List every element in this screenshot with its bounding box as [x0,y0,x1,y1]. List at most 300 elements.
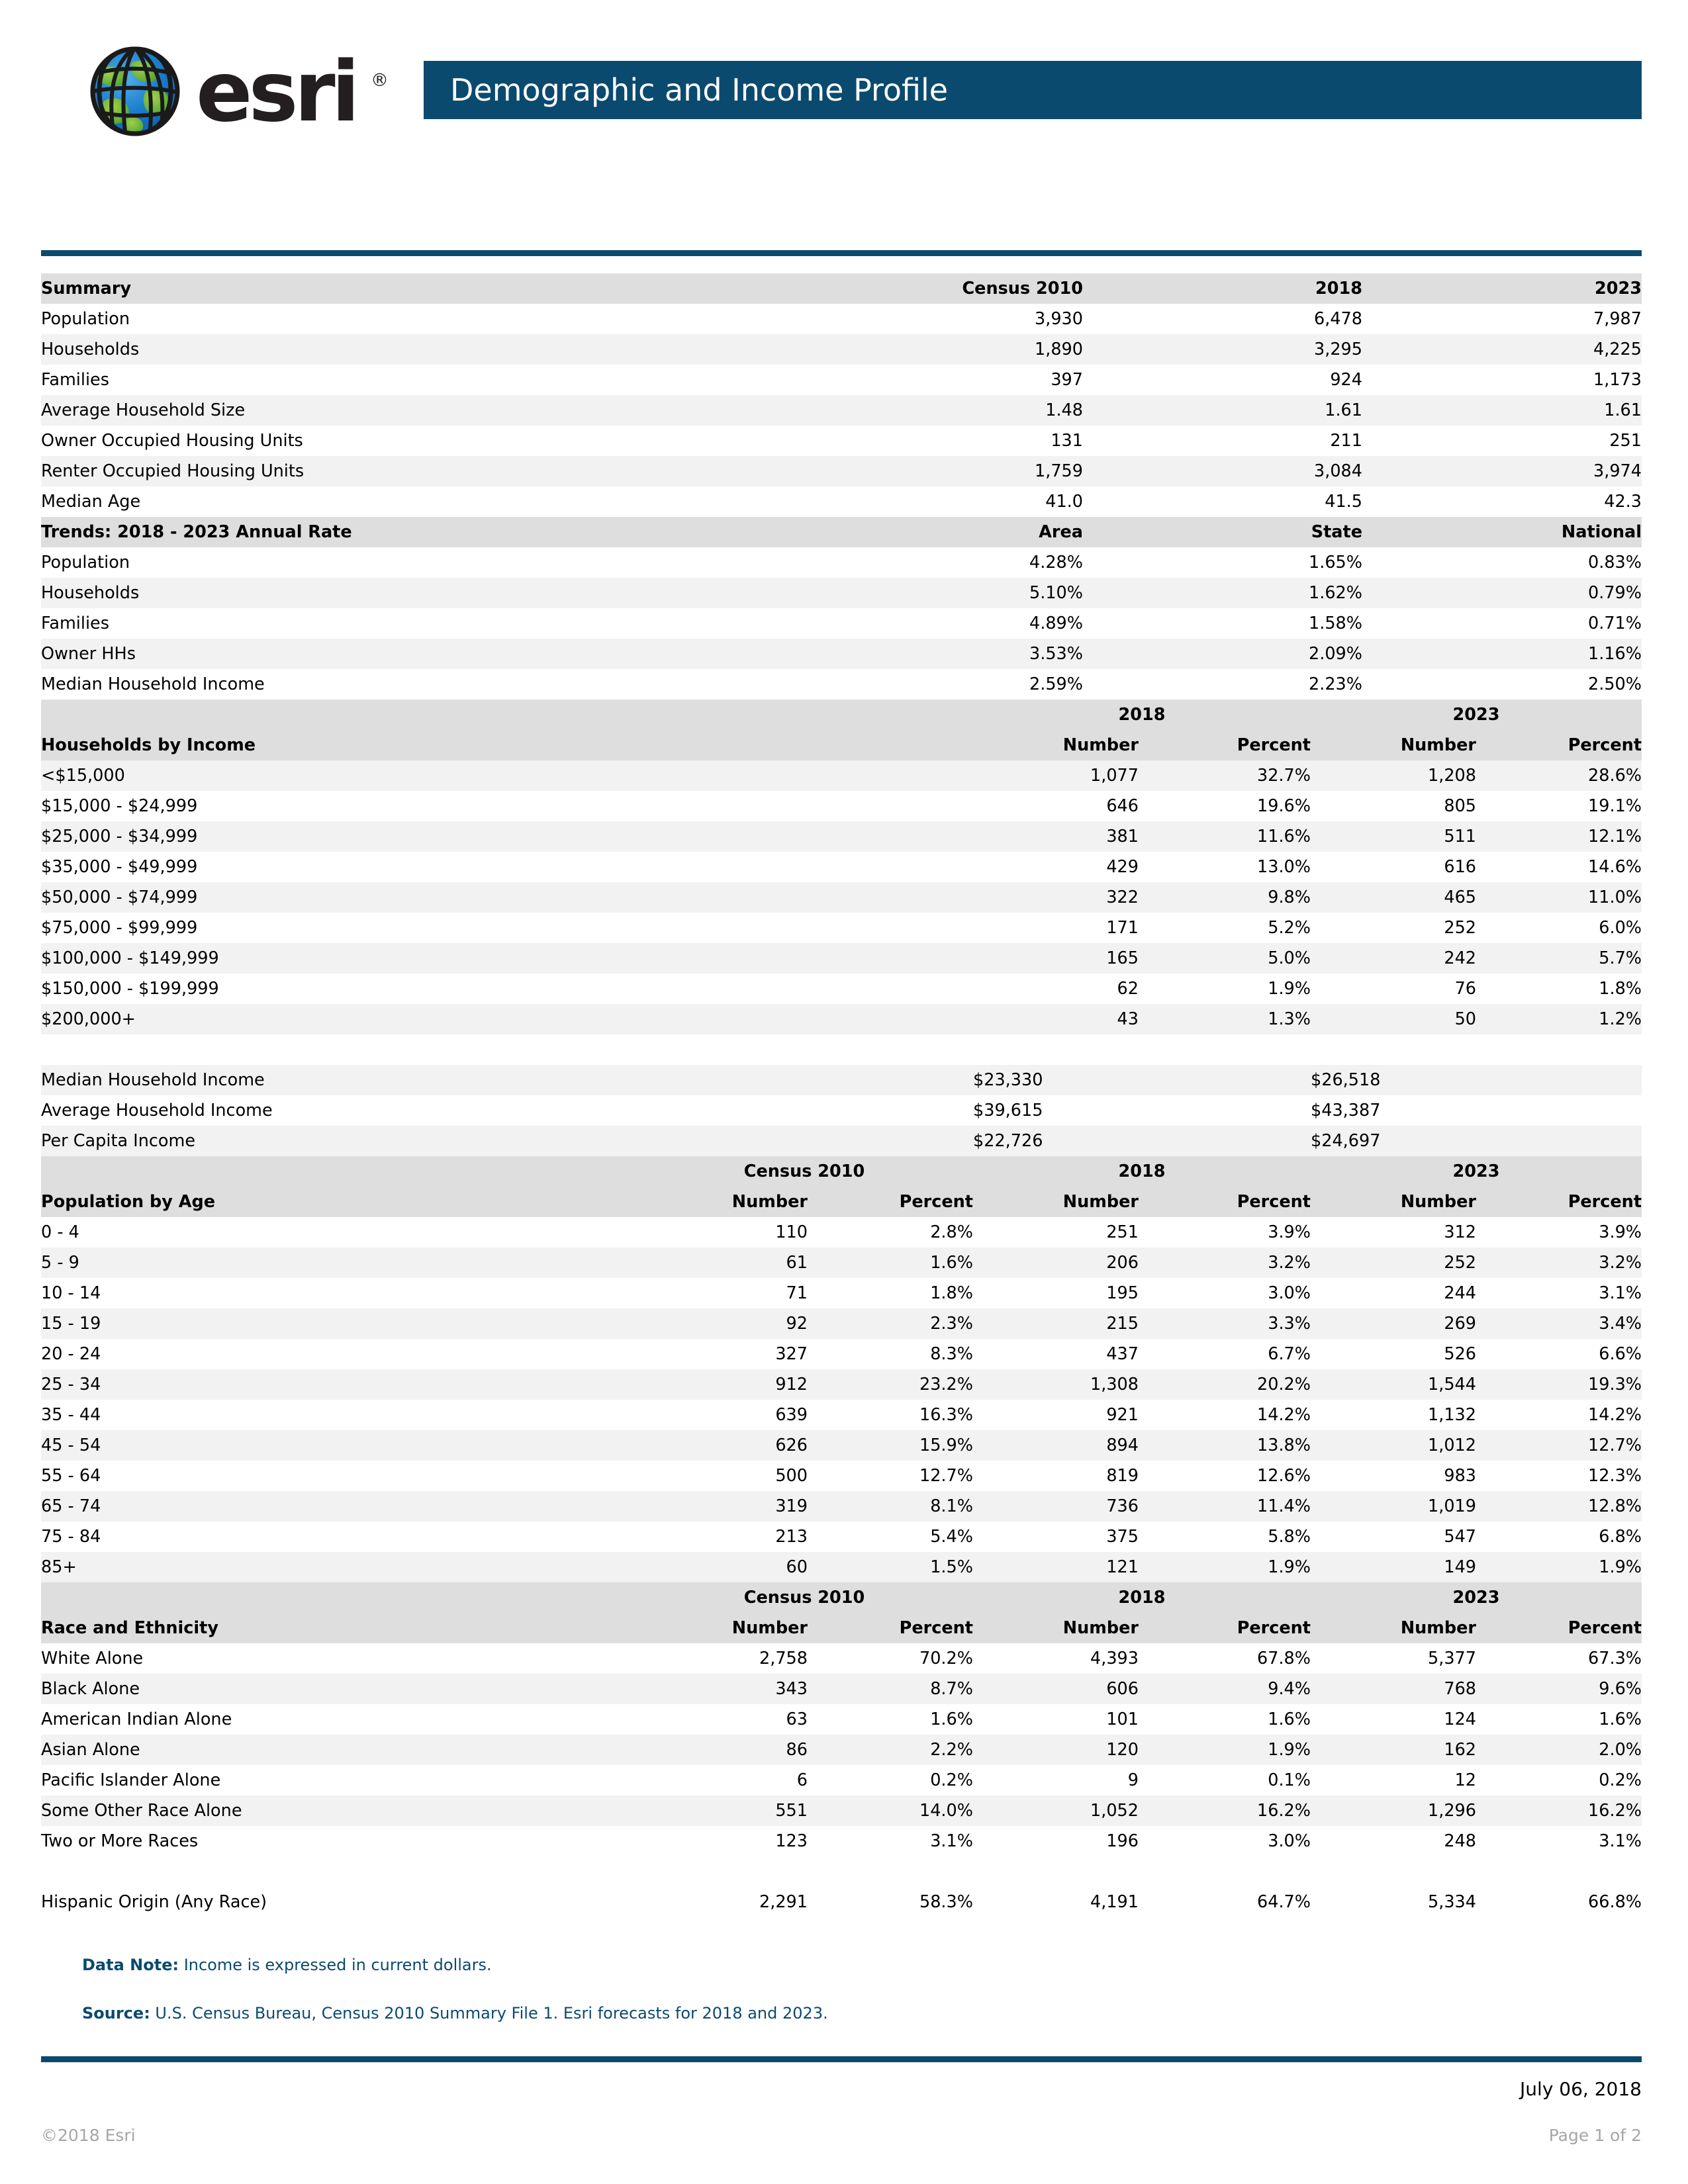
table-row [41,1765,1642,1796]
cell-value: 70.2% [808,1643,973,1674]
cell-value: 0.2% [1476,1765,1642,1796]
cell-value: 6.8% [1476,1522,1642,1552]
cell-value: 1,173 [1362,365,1642,395]
table-row [41,943,1642,974]
registered-mark: ® [371,70,389,91]
cell-value: 547 [1311,1522,1476,1552]
cell-value: 19.6% [1139,791,1311,821]
cell-value: 3.1% [1476,1826,1642,1856]
page-number: Page 1 of 2 [1548,2126,1642,2145]
cell-value: 551 [635,1796,808,1826]
row-label: $50,000 - $74,999 [41,882,973,913]
cell-value: 252 [1311,913,1476,943]
cell-value: 819 [973,1461,1139,1491]
cell-value: 9 [973,1765,1139,1796]
table-row [41,1735,1642,1765]
cell-value: 921 [973,1400,1139,1430]
income-year-2023: 2023 [1311,700,1642,730]
cell-value: 1.8% [808,1278,973,1308]
cell-value: 1.9% [1139,1735,1311,1765]
cell-value: 8.3% [808,1339,973,1369]
cell-value: 32.7% [1139,760,1311,791]
row-label: Population [41,304,804,334]
cell-value: 5.8% [1139,1522,1311,1552]
cell-value: 437 [973,1339,1139,1369]
cell-value: 16.2% [1476,1796,1642,1826]
cell-value: 6 [635,1765,808,1796]
table-row [41,456,1642,486]
cell-value: 1.65% [1083,547,1362,578]
race-col-number-2023: Number [1311,1613,1476,1643]
cell-value: 3.53% [804,639,1083,669]
income-col-percent-2023: Percent [1476,730,1642,760]
cell-value: 14.2% [1139,1400,1311,1430]
cell-value: 639 [635,1400,808,1430]
income-year-2018: 2018 [973,700,1311,730]
cell-value: $39,615 [973,1095,1311,1126]
trends-section-label: Trends: 2018 - 2023 Annual Rate [41,517,804,547]
cell-value: 4,191 [973,1887,1139,1917]
cell-value: 149 [1311,1552,1476,1582]
race-spacer-cell [41,1582,635,1613]
row-label: White Alone [41,1643,635,1674]
table-row [41,913,1642,943]
income-spacer-cell [41,700,973,730]
cell-value: 1.62% [1083,578,1362,608]
cell-value: 3.2% [1476,1248,1642,1278]
income-col-percent-2018: Percent [1139,730,1311,760]
cell-value: 23.2% [808,1369,973,1400]
cell-value: 1.8% [1476,974,1642,1004]
cell-value: 12.6% [1139,1461,1311,1491]
cell-value: 2.23% [1083,669,1362,700]
table-row [41,1004,1642,1034]
row-label: Population [41,547,804,578]
row-label: Average Household Income [41,1095,973,1126]
row-label: $15,000 - $24,999 [41,791,973,821]
cell-value: 206 [973,1248,1139,1278]
cell-value: 3,930 [804,304,1083,334]
row-label: 85+ [41,1552,635,1582]
cell-value: 6.6% [1476,1339,1642,1369]
cell-value: 1.2% [1476,1004,1642,1034]
cell-value: 251 [1362,426,1642,456]
age-subheader-row [41,1187,1642,1217]
data-note-text: Income is expressed in current dollars. [179,1956,492,1974]
cell-value: $22,726 [973,1126,1311,1156]
cell-value: 252 [1311,1248,1476,1278]
cell-value: 6.7% [1139,1339,1311,1369]
table-row [41,821,1642,852]
cell-value: 5.7% [1476,943,1642,974]
race-col-number-2010: Number [635,1613,808,1643]
cell-value: 6,478 [1083,304,1362,334]
cell-value: 805 [1311,791,1476,821]
row-label: Asian Alone [41,1735,635,1765]
cell-value: 1.6% [1139,1704,1311,1735]
cell-value: 2.59% [804,669,1083,700]
age-year-2023: 2023 [1311,1156,1642,1187]
row-label: 10 - 14 [41,1278,635,1308]
cell-value: 123 [635,1826,808,1856]
cell-value: 6.0% [1476,913,1642,943]
race-year-header-row [41,1582,1642,1613]
report-header [0,0,1688,165]
cell-value: 327 [635,1339,808,1369]
cell-value: 0.2% [808,1765,973,1796]
table-row [41,1126,1642,1156]
cell-value: 211 [1083,426,1362,456]
cell-value: 3.9% [1476,1217,1642,1248]
race-col-number-2018: Number [973,1613,1139,1643]
row-label: Per Capita Income [41,1126,973,1156]
cell-value: 343 [635,1674,808,1704]
spacer-row [41,1856,1642,1887]
cell-value: 3.0% [1139,1278,1311,1308]
cell-value: 3,084 [1083,456,1362,486]
cell-value: 13.0% [1139,852,1311,882]
cell-value: 1.9% [1139,974,1311,1004]
row-label: 65 - 74 [41,1491,635,1522]
table-row [41,974,1642,1004]
cell-value: 12 [1311,1765,1476,1796]
cell-value: 1,208 [1311,760,1476,791]
cell-value: 101 [973,1704,1139,1735]
table-row [41,1339,1642,1369]
row-label: 20 - 24 [41,1339,635,1369]
row-label: Two or More Races [41,1826,635,1856]
cell-value: 28.6% [1476,760,1642,791]
age-year-census2010: Census 2010 [635,1156,973,1187]
cell-value: 397 [804,365,1083,395]
table-row [41,852,1642,882]
age-section-label: Population by Age [41,1187,635,1217]
row-label: $200,000+ [41,1004,973,1034]
cell-value: 616 [1311,852,1476,882]
cell-value: 60 [635,1552,808,1582]
table-row [41,608,1642,639]
cell-value: 5,377 [1311,1643,1476,1674]
cell-value: 1,132 [1311,1400,1476,1430]
table-row [41,882,1642,913]
cell-value: 242 [1311,943,1476,974]
row-label: Pacific Islander Alone [41,1765,635,1796]
cell-value: 2.2% [808,1735,973,1765]
cell-value: 429 [973,852,1139,882]
table-row [41,639,1642,669]
cell-value: 4.89% [804,608,1083,639]
trends-col-national: National [1362,517,1642,547]
row-label: <$15,000 [41,760,973,791]
cell-value: 983 [1311,1461,1476,1491]
row-label: Average Household Size [41,395,804,426]
cell-value: 41.5 [1083,486,1362,517]
households-by-income-table [41,700,1642,1156]
row-label: $100,000 - $149,999 [41,943,973,974]
cell-value: 43 [973,1004,1139,1034]
row-label: $35,000 - $49,999 [41,852,973,882]
cell-value: 1.61 [1362,395,1642,426]
trends-header-row [41,517,1642,547]
spacer-cell [41,1856,1642,1887]
cell-value: 1.9% [1139,1552,1311,1582]
cell-value: 1,890 [804,334,1083,365]
table-row [41,334,1642,365]
cell-value: 0.83% [1362,547,1642,578]
cell-value: 3.1% [808,1826,973,1856]
row-label: 55 - 64 [41,1461,635,1491]
summary-col-2018: 2018 [1083,273,1362,304]
cell-value: 63 [635,1704,808,1735]
cell-value: 269 [1311,1308,1476,1339]
cell-value: 1.61 [1083,395,1362,426]
race-subheader-row [41,1613,1642,1643]
cell-value: 67.3% [1476,1643,1642,1674]
cell-value: 195 [973,1278,1139,1308]
table-row [41,578,1642,608]
table-row [41,365,1642,395]
cell-value: 8.1% [808,1491,973,1522]
cell-value: 736 [973,1491,1139,1522]
cell-value: 500 [635,1461,808,1491]
row-label: 25 - 34 [41,1369,635,1400]
cell-value: 322 [973,882,1139,913]
cell-value: 41.0 [804,486,1083,517]
table-row [41,1308,1642,1339]
table-row [41,1400,1642,1430]
cell-value: 0.1% [1139,1765,1311,1796]
cell-value: 4,225 [1362,334,1642,365]
source-label: Source: [82,2004,150,2023]
cell-value: 120 [973,1735,1139,1765]
cell-value: 12.7% [808,1461,973,1491]
row-label: 0 - 4 [41,1217,635,1248]
table-row [41,1095,1642,1126]
cell-value: 894 [973,1430,1139,1461]
table-row [41,547,1642,578]
page-title: Demographic and Income Profile [450,72,949,108]
source-note [82,2004,1688,2023]
cell-value: 64.7% [1139,1887,1311,1917]
income-col-number-2018: Number [973,730,1139,760]
cell-value: 13.8% [1139,1430,1311,1461]
row-label: Owner Occupied Housing Units [41,426,804,456]
cell-value: 11.4% [1139,1491,1311,1522]
cell-value: 1.58% [1083,608,1362,639]
summary-header-row [41,273,1642,304]
cell-value: 20.2% [1139,1369,1311,1400]
table-row [41,1491,1642,1522]
spacer-row [41,1034,1642,1065]
row-label: Median Household Income [41,669,804,700]
source-text: U.S. Census Bureau, Census 2010 Summary File 1. Esri forecasts for 2018 and 2023. [150,2004,828,2023]
cell-value: 110 [635,1217,808,1248]
cell-value: 1.3% [1139,1004,1311,1034]
row-label: $75,000 - $99,999 [41,913,973,943]
table-row [41,760,1642,791]
cell-value: 4,393 [973,1643,1139,1674]
age-col-number-2010: Number [635,1187,808,1217]
age-col-percent-2010: Percent [808,1187,973,1217]
cell-value: 381 [973,821,1139,852]
cell-value: 3.9% [1139,1217,1311,1248]
cell-value: 375 [973,1522,1139,1552]
race-and-ethnicity-table [41,1582,1642,1917]
cell-value: 58.3% [808,1887,973,1917]
income-subheader-row [41,730,1642,760]
table-row [41,791,1642,821]
row-label: American Indian Alone [41,1704,635,1735]
cell-value: 2.0% [1476,1735,1642,1765]
cell-value: 1,077 [973,760,1139,791]
bottom-divider [41,2056,1642,2062]
row-label: Families [41,365,804,395]
cell-value: 12.8% [1476,1491,1642,1522]
cell-value: $24,697 [1311,1126,1642,1156]
cell-value: 2,758 [635,1643,808,1674]
table-row [41,1552,1642,1582]
trends-col-area: Area [804,517,1083,547]
cell-value: 626 [635,1430,808,1461]
cell-value: 215 [973,1308,1139,1339]
cell-value: 16.3% [808,1400,973,1430]
cell-value: 1.6% [1476,1704,1642,1735]
cell-value: $23,330 [973,1065,1311,1095]
esri-wordmark: esri [196,43,356,140]
cell-value: 3.0% [1139,1826,1311,1856]
cell-value: 319 [635,1491,808,1522]
cell-value: 3.3% [1139,1308,1311,1339]
income-year-header-row [41,700,1642,730]
cell-value: 244 [1311,1278,1476,1308]
cell-value: 1,296 [1311,1796,1476,1826]
row-label: Some Other Race Alone [41,1796,635,1826]
row-label: $150,000 - $199,999 [41,974,973,1004]
cell-value: 1,052 [973,1796,1139,1826]
cell-value: 768 [1311,1674,1476,1704]
cell-value: 2.09% [1083,639,1362,669]
age-year-2018: 2018 [973,1156,1311,1187]
cell-value: $43,387 [1311,1095,1642,1126]
cell-value: 248 [1311,1826,1476,1856]
cell-value: 7,987 [1362,304,1642,334]
cell-value: 1.16% [1362,639,1642,669]
age-col-percent-2023: Percent [1476,1187,1642,1217]
cell-value: 14.0% [808,1796,973,1826]
table-row [41,1278,1642,1308]
table-row [41,426,1642,456]
cell-value: 912 [635,1369,808,1400]
cell-value: 196 [973,1826,1139,1856]
cell-value: 61 [635,1248,808,1278]
cell-value: 12.3% [1476,1461,1642,1491]
table-row [41,1430,1642,1461]
cell-value: 213 [635,1522,808,1552]
cell-value: 8.7% [808,1674,973,1704]
cell-value: 5.2% [1139,913,1311,943]
row-label: 35 - 44 [41,1400,635,1430]
cell-value: 0.79% [1362,578,1642,608]
row-label: Renter Occupied Housing Units [41,456,804,486]
table-row [41,1643,1642,1674]
cell-value: 606 [973,1674,1139,1704]
row-label: Households [41,334,804,365]
cell-value: 312 [1311,1217,1476,1248]
cell-value: 1.6% [808,1248,973,1278]
table-row [41,1887,1642,1917]
row-label: Median Age [41,486,804,517]
cell-value: 3,295 [1083,334,1362,365]
cell-value: 2.50% [1362,669,1642,700]
cell-value: 12.1% [1476,821,1642,852]
cell-value: 12.7% [1476,1430,1642,1461]
cell-value: 1,012 [1311,1430,1476,1461]
cell-value: 86 [635,1735,808,1765]
cell-value: 62 [973,974,1139,1004]
race-col-percent-2023: Percent [1476,1613,1642,1643]
data-note-label: Data Note: [82,1956,179,1974]
row-label: 15 - 19 [41,1308,635,1339]
cell-value: 19.1% [1476,791,1642,821]
income-col-number-2023: Number [1311,730,1476,760]
cell-value: 5,334 [1311,1887,1476,1917]
table-row [41,1369,1642,1400]
report-date: July 06, 2018 [1520,2078,1642,2100]
cell-value: 171 [973,913,1139,943]
cell-value: 15.9% [808,1430,973,1461]
row-label: Hispanic Origin (Any Race) [41,1887,635,1917]
summary-table [41,273,1642,700]
table-row [41,1065,1642,1095]
cell-value: 465 [1311,882,1476,913]
trends-col-state: State [1083,517,1362,547]
cell-value: 3.1% [1476,1278,1642,1308]
summary-col-2023: 2023 [1362,273,1642,304]
age-spacer-cell [41,1156,635,1187]
cell-value: 14.6% [1476,852,1642,882]
cell-value: 924 [1083,365,1362,395]
cell-value: 16.2% [1139,1796,1311,1826]
race-col-percent-2018: Percent [1139,1613,1311,1643]
cell-value: 1.9% [1476,1552,1642,1582]
cell-value: 1.6% [808,1704,973,1735]
table-row [41,1704,1642,1735]
cell-value: 1,308 [973,1369,1139,1400]
income-section-label: Households by Income [41,730,973,760]
cell-value: 124 [1311,1704,1476,1735]
cell-value: 19.3% [1476,1369,1642,1400]
spacer-cell [41,1034,1642,1065]
cell-value: 92 [635,1308,808,1339]
cell-value: 9.4% [1139,1674,1311,1704]
table-row [41,1461,1642,1491]
cell-value: 76 [1311,974,1476,1004]
cell-value: 1.5% [808,1552,973,1582]
cell-value: 3.2% [1139,1248,1311,1278]
race-col-percent-2010: Percent [808,1613,973,1643]
cell-value: 0.71% [1362,608,1642,639]
table-row [41,395,1642,426]
copyright-text: ©2018 Esri [41,2126,136,2145]
age-col-number-2023: Number [1311,1187,1476,1217]
cell-value: 5.0% [1139,943,1311,974]
race-year-2023: 2023 [1311,1582,1642,1613]
cell-value: 5.4% [808,1522,973,1552]
globe-icon [85,40,185,140]
cell-value: 14.2% [1476,1400,1642,1430]
esri-logo [85,38,396,140]
cell-value: 165 [973,943,1139,974]
